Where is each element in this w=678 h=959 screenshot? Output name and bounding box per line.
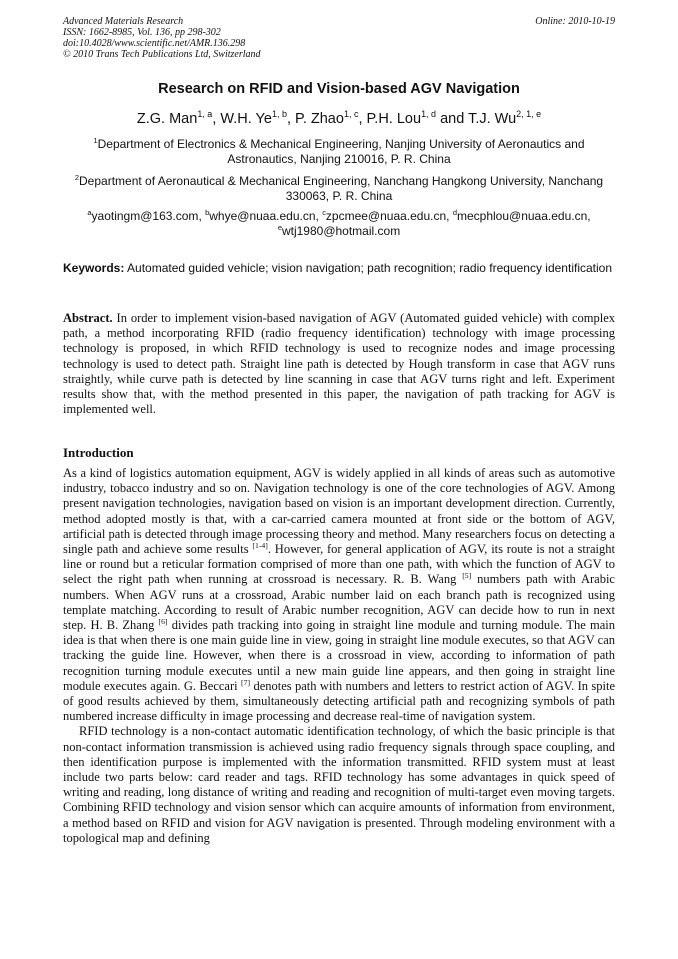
author-name: Z.G. Man bbox=[136, 111, 198, 127]
author-affiliation-marker: 1, d bbox=[421, 109, 437, 120]
author-affiliation-marker: 1, b bbox=[271, 109, 287, 120]
introduction-body bbox=[63, 466, 615, 846]
email-address: whye@nuaa.edu.cn bbox=[209, 209, 316, 223]
email-marker: d bbox=[452, 208, 457, 217]
author-affiliation-marker: 1, c bbox=[343, 109, 359, 120]
citation-marker: [5] bbox=[462, 571, 472, 581]
journal-header bbox=[63, 16, 615, 60]
paragraph-text: . However, for general application of AGV, its route is not a straight line or round but a reticular formation comprised of more than one path, with which the function of AGV to select the right path when running at crossroad is necessary. R. B. Wang bbox=[63, 542, 615, 587]
email-marker: a bbox=[87, 208, 92, 217]
keywords-text: Automated guided vehicle; vision navigation; path recognition; radio frequency identification bbox=[127, 261, 613, 275]
keywords-block bbox=[63, 261, 615, 276]
copyright-line: © 2010 Trans Tech Publications Ltd, Switzerland bbox=[63, 49, 261, 60]
introduction-paragraph-2: RFID technology is a non-contact automatic identification technology, of which the basic principle is that non-contact information transmission is achieved using radio frequency signals through space coupling, and then identification purpose is implemented with the information transmitted. RFID system must at least include two parts below: card reader and tags. RFID technology has some advantages in quick speed of writing and reading, long distance of writing and reading and recognition of multi-target even moving targets. Combining RFID technology and vision sensor which can acquire amounts of information from environment, a method based on RFID and vision for AGV navigation is presented. Through modeling environment with a topological map and defining bbox=[63, 724, 615, 845]
paragraph-text: As a kind of logistics automation equipment, AGV is widely applied in all kinds of areas such as automotive industry, tobacco industry and so on. Navigation technology is one of the core technologies of AGV. Among present navigation technologies, navigation based on vision is an important development direction. Currently, method adopted mostly is that, with a car-carried camera mounted at front side or the bottom of AGV, artificial path is detected through image processing theory and method. Many researchers focus on detecting a single path and achieve some results bbox=[63, 466, 615, 557]
affiliation-1 bbox=[63, 137, 615, 167]
email-list: $^a$yaotingm@163.com, $^b$whye@nuaa.edu.cn, $^c$zpcmee@nuaa.edu.cn, $^d$mecphlou@nuaa.edu.cn, $^e$wtj1980@hotmail.com bbox=[87, 208, 591, 238]
paragraph-text: divides path tracking into going in straight line module and turning module. The main idea is that when there is one main guide line in view, going in straight line module executes, so that AGV can tracking the guide line. However, when there is a crossroad in view, according to information of path recognition turning module executes until a new main guide line appears, and then going in straight line module executes again. G. Beccari bbox=[63, 618, 616, 693]
journal-name: Advanced Materials Research bbox=[63, 16, 184, 27]
paragraph-text: numbers path with Arabic numbers. When AGV runs at a crossroad, Arabic number laid on each branch path is recognized using template matching. According to result of Arabic number recognition, AGV can decide how to run in next step. H. B. Zhang bbox=[63, 572, 615, 633]
introduction-heading: Introduction bbox=[63, 445, 134, 460]
citation-marker: [6] bbox=[158, 616, 168, 626]
email-address: yaotingm@163.com bbox=[91, 209, 199, 223]
citation-marker: [7] bbox=[241, 677, 251, 687]
email-marker: e bbox=[277, 223, 282, 232]
author-list: Z.G. Man$^{1, a}$, W.H. Ye$^{1, b}$, P. Zhao$^{1, c}$, P.H. Lou$^{1, d}$ and T.J. Wu$^{2, 1, e}$ bbox=[136, 109, 542, 127]
keywords-label: Keywords: bbox=[63, 261, 125, 275]
email-marker: c bbox=[322, 208, 326, 217]
email-marker: b bbox=[205, 208, 210, 217]
affiliation-2 bbox=[63, 174, 615, 204]
introduction-paragraph-1 bbox=[63, 466, 615, 724]
author-name: P.H. Lou bbox=[366, 111, 422, 127]
affiliation-1-text: Department of Electronics & Mechanical Engineering, Nanjing University of Aeronautics and Astronautics, Nanjing 210016, P. R. China bbox=[97, 137, 585, 166]
issn-line: ISSN: 1662-8985, Vol. 136, pp 298-302 bbox=[63, 27, 221, 38]
doi-line: doi:10.4028/www.scientific.net/AMR.136.298 bbox=[63, 38, 246, 49]
affiliation-2-marker: 2 bbox=[74, 173, 80, 182]
affiliation-1-marker: 1 bbox=[93, 136, 98, 145]
email-address: wtj1980@hotmail.com bbox=[281, 224, 401, 238]
abstract-text: In order to implement vision-based navigation of AGV (Automated guided vehicle) with complex path, a method incorporating RFID (radio frequency identification) technology with image processing technology is proposed, in which RFID technology is used to recognize nodes and image processing technology is used to detect path. Straight line path is detected by Hough transform in case that AGV runs straightly, while curve path is detected by line scanning in case that AGV turns right and left. Experiment results show that, with the method presented in this paper, the navigation of path tracking for AGV is implemented well. bbox=[63, 311, 616, 417]
online-date: Online: 2010-10-19 bbox=[535, 16, 615, 27]
email-address: zpcmee@nuaa.edu.cn bbox=[325, 209, 447, 223]
abstract-block bbox=[63, 311, 615, 417]
abstract-label: Abstract. bbox=[63, 311, 113, 325]
citation-marker: [1-4] bbox=[252, 540, 268, 550]
author-name: T.J. Wu bbox=[468, 111, 517, 127]
email-address: mecphlou@nuaa.edu.cn bbox=[456, 209, 588, 223]
author-affiliation-marker: 2, 1, e bbox=[516, 109, 542, 120]
author-name: P. Zhao bbox=[295, 111, 344, 127]
author-name: W.H. Ye bbox=[220, 111, 272, 127]
author-affiliation-marker: 1, a bbox=[197, 109, 213, 120]
affiliation-2-text: Department of Aeronautical & Mechanical Engineering, Nanchang Hangkong University, Nanchang 330063, P. R. China bbox=[79, 174, 604, 203]
paragraph-text: denotes path with numbers and letters to restrict action of AGV. In spite of good results achieved by them, simultaneously detecting artificial path and recognizing symbols of path numbered increase difficulty in image processing and decrease real-time of navigation system. bbox=[63, 678, 615, 724]
paper-title: Research on RFID and Vision-based AGV Navigation bbox=[158, 81, 520, 97]
